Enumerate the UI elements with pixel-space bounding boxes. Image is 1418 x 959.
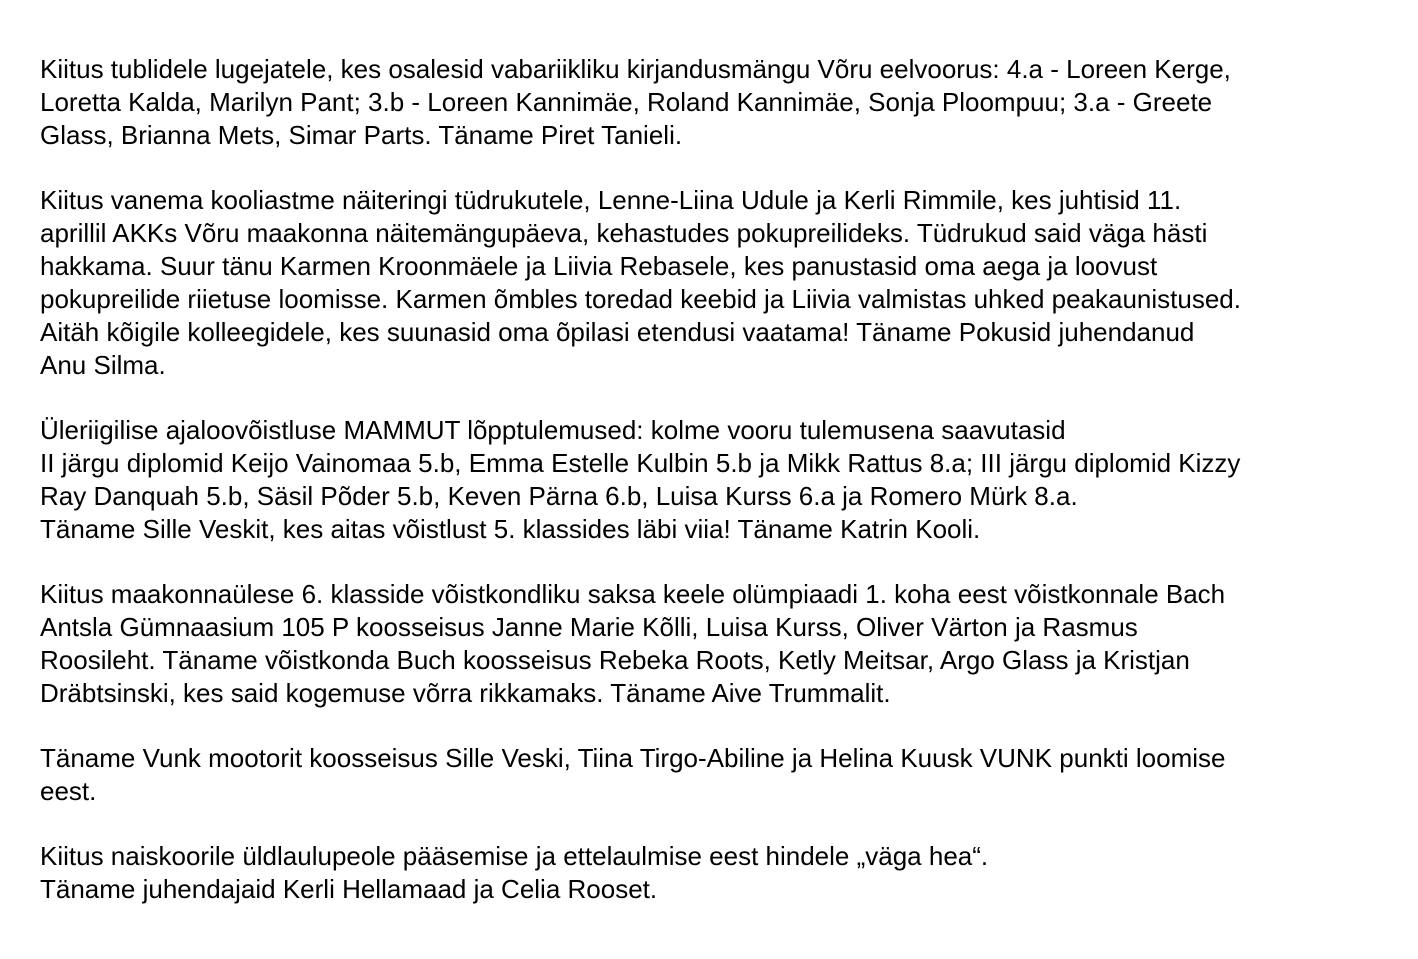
text-line: Aitäh kõigile kolleegidele, kes suunasid oma õpilasi etendusi vaatama! Täname Pokusid juhendanud bbox=[40, 317, 1195, 347]
text-line: Kiitus maakonnaülese 6. klasside võistkondliku saksa keele olümpiaadi 1. koha eest võistkonnale Bach bbox=[40, 579, 1226, 609]
text-line: Antsla Gümnaasium 105 P koosseisus Janne Marie Kõlli, Luisa Kurss, Oliver Värton ja Rasmus bbox=[40, 612, 1138, 642]
text-line: Dräbtsinski, kes said kogemuse võrra rikkamaks. Täname Aive Trummalit. bbox=[40, 678, 891, 708]
text-line: hakkama. Suur tänu Karmen Kroonmäele ja Liivia Rebasele, kes panustasid oma aega ja loovust bbox=[40, 251, 1158, 281]
text-line: Ray Danquah 5.b, Säsil Põder 5.b, Keven Pärna 6.b, Luisa Kurss 6.a ja Romero Mürk 8.a. bbox=[40, 481, 1078, 511]
text-line: Kiitus vanema kooliastme näiteringi tüdrukutele, Lenne-Liina Udule ja Kerli Rimmile, kes juhtisid 11. bbox=[40, 185, 1182, 215]
paragraph-vunk-point bbox=[40, 742, 1400, 808]
paragraph-drama-club bbox=[40, 184, 1400, 382]
paragraph-german-olympiad bbox=[40, 578, 1400, 710]
text-line: Täname juhendajaid Kerli Hellamaad ja Celia Rooset. bbox=[40, 874, 658, 904]
text-line: Kiitus naiskoorile üldlaulupeole pääsemise ja ettelaulmise eest hindele „väga hea“. bbox=[40, 841, 989, 871]
text-line: Roosileht. Täname võistkonda Buch koosseisus Rebeka Roots, Ketly Meitsar, Argo Glass ja Kristjan bbox=[40, 645, 1190, 675]
text-line: Glass, Brianna Mets, Simar Parts. Täname Piret Tanieli. bbox=[40, 120, 683, 150]
document-page bbox=[40, 53, 1400, 906]
paragraph-history-contest bbox=[40, 414, 1400, 546]
text-line: II järgu diplomid Keijo Vainomaa 5.b, Emma Estelle Kulbin 5.b ja Mikk Rattus 8.a; III järgu diplomid Kizzy bbox=[40, 448, 1241, 478]
text-line: Kiitus tublidele lugejatele, kes osalesid vabariikliku kirjandusmängu Võru eelvoorus: 4.a - Loreen Kerge, bbox=[40, 54, 1231, 84]
text-line: Anu Silma. bbox=[40, 350, 166, 380]
text-line: Täname Sille Veskit, kes aitas võistlust 5. klassides läbi viia! Täname Katrin Kooli. bbox=[40, 514, 981, 544]
paragraph-choir bbox=[40, 840, 1400, 906]
text-line: aprillil AKKs Võru maakonna näitemängupäeva, kehastudes pokupreilideks. Tüdrukud said väga hästi bbox=[40, 218, 1208, 248]
text-line: eest. bbox=[40, 776, 97, 806]
text-line: Loretta Kalda, Marilyn Pant; 3.b - Loreen Kannimäe, Roland Kannimäe, Sonja Ploompuu; 3.a - Greete bbox=[40, 87, 1213, 117]
text-line: pokupreilide riietuse loomisse. Karmen õmbles toredad keebid ja Liivia valmistas uhked peakaunistused. bbox=[40, 284, 1241, 314]
text-line: Üleriigilise ajaloovõistluse MAMMUT lõpptulemused: kolme vooru tulemusena saavutasid bbox=[40, 415, 1066, 445]
paragraph-reading-competition bbox=[40, 53, 1400, 152]
text-line: Täname Vunk mootorit koosseisus Sille Veski, Tiina Tirgo-Abiline ja Helina Kuusk VUNK punkti loomise bbox=[40, 743, 1226, 773]
